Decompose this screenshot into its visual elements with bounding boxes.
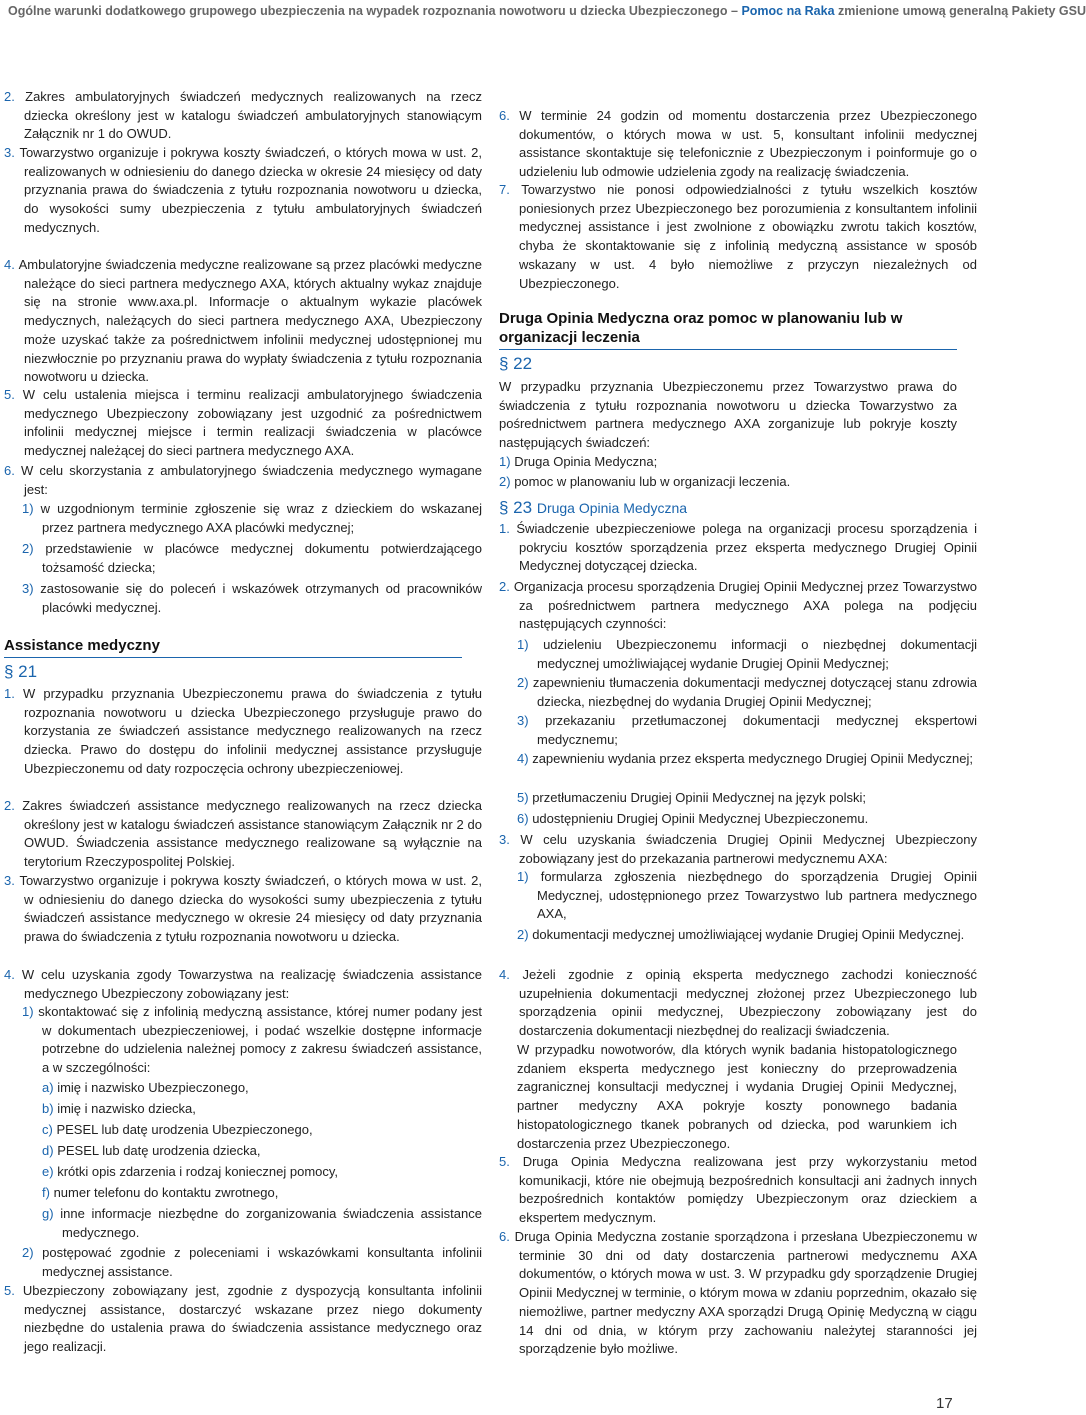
list-item: 1) udzieleniu Ubezpieczonemu informacji o niezbędnej dokumentacji medycznej umożliwiającej wydanie Drugiej Opinii Medycznej;	[517, 637, 977, 671]
header-text: Ogólne warunki dodatkowego grupowego ubezpieczenia na wypadek rozpoznania nowotworu u dziecka Ubezpieczonego –	[8, 4, 742, 18]
paragraph: 5. Druga Opinia Medyczna realizowana jest przy wykorzystaniu metod komunikacji, które nie obejmują bezpośrednich konsultacji ani żadnych innych bezpośrednich kontaktów pomiędzy Ubezpieczonym oraz dzieckiem a ekspertem medycznym.	[499, 1154, 977, 1226]
list-item: 2) zapewnieniu tłumaczenia dokumentacji medycznej dotyczącej stanu zdrowia dziecka, niezbędnej do wydania Drugiej Opinii Medycznej;	[517, 675, 977, 709]
document-header	[8, 4, 1086, 18]
list-item: e) krótki opis zdarzenia i rodzaj koniecznej pomocy,	[42, 1164, 339, 1179]
list-item: 3) zastosowanie się do poleceń i wskazówek otrzymanych od pracowników placówki medycznej.	[22, 581, 482, 615]
list-item: 1) formularza zgłoszenia niezbędnego do sporządzenia Drugiej Opinii Medycznej, udostępnionego przez Towarzystwo lub partnera medycznego AXA,	[517, 869, 977, 922]
paragraph: 2. Zakres świadczeń assistance medycznego realizowanych na rzecz dziecka określony jest w katalogu świadczeń assistance stanowiącym Załącznik nr 2 do OWUD. Świadczenia assistance medycznego realizowane są wyłącznie na terytorium Rzeczypospolitej Polskiej.	[4, 798, 482, 870]
paragraph: W przypadku nowotworów, dla których wynik badania histopatologicznego zdaniem eksperta medycznego jest konieczny do przeprowadzenia zagranicznej konsultacji medycznej i wydania Drugiej Opinii Medycznej, partner medyczny AXA pokryje koszty ponownego badania histopatologicznego tkanek pobranych od dziecka, pod warunkiem ich dostarczenia przez Ubezpieczonego.	[517, 1042, 957, 1151]
section-number: § 21	[4, 662, 38, 681]
paragraph: 4. Jeżeli zgodnie z opinią eksperta medycznego zachodzi konieczność uzupełnienia dokumentacji medycznej złożonej przez Ubezpieczonego lub sporządzenia opinii medycznej, Ubezpieczony zobowiązany jest do dostarczenia dokumentacji niezbędnej do realizacji świadczenia.	[499, 967, 977, 1039]
list-item: 3) przekazaniu przetłumaczonej dokumentacji medycznej ekspertowi medycznemu;	[517, 713, 977, 747]
paragraph: 1. Świadczenie ubezpieczeniowe polega na organizacji procesu sporządzenia i pokryciu kosztów sporządzenia przez eksperta medycznego Drugiej Opinii Medycznej dotyczącej dziecka.	[499, 521, 977, 574]
section-number: § 23 Druga Opinia Medyczna	[499, 498, 688, 517]
paragraph: 2. Zakres ambulatoryjnych świadczeń medycznych realizowanych na rzecz dziecka określony jest w katalogu świadczeń ambulatoryjnych stanowiącym Załącznik nr 1 do OWUD.	[4, 89, 482, 142]
paragraph: 4. W celu uzyskania zgody Towarzystwa na realizację świadczenia assistance medycznego Ubezpieczony zobowiązany jest:	[4, 967, 482, 1001]
list-item: 4) zapewnieniu wydania przez eksperta medycznego Drugiej Opinii Medycznej;	[517, 751, 973, 766]
paragraph: 3. Towarzystwo organizuje i pokrywa koszty świadczeń, o których mowa w ust. 2, realizowanych w odniesieniu do danego dziecka w okresie 24 miesięcy od daty przyznania prawa do świadczenia z tytułu rozpoznania nowotworu u dziecka, do wysokości sumy ubezpieczenia z tytułu ambulatoryjnych świadczeń medycznych.	[4, 145, 482, 235]
list-item: c) PESEL lub datę urodzenia Ubezpieczonego,	[42, 1122, 313, 1137]
list-item: 6) udostępnieniu Drugiej Opinii Medycznej Ubezpieczonemu.	[517, 811, 869, 826]
list-item: b) imię i nazwisko dziecka,	[42, 1101, 196, 1116]
list-item: 1) w uzgodnionym terminie zgłoszenie się wraz z dzieckiem do wskazanej przez partnera medycznego AXA placówki medycznej;	[22, 501, 482, 535]
paragraph: 2. Organizacja procesu sporządzenia Drugiej Opinii Medycznej przez Towarzystwo za pośrednictwem partnera medycznego AXA polega na podjęciu następujących czynności:	[499, 579, 977, 632]
paragraph: 4. Ambulatoryjne świadczenia medyczne realizowane są przez placówki medyczne należące do sieci partnera medycznego AXA, których aktualny wykaz znajduje się na stronie www.axa.pl. Informacje o aktualnym wykazie placówek medycznych, należących do sieci partnera medycznego AXA, Ubezpieczony może uzyskać także za pośrednictwem infolinii medycznej udostępnionej mu niezwłocznie po przyznaniu prawa do wypłaty świadczenia z tytułu rozpoznania nowotworu u dziecka.	[4, 257, 482, 385]
paragraph: 1. W przypadku przyznania Ubezpieczonemu prawa do świadczenia z tytułu rozpoznania nowotworu u dziecka Ubezpieczonego przysługuje prawo do korzystania ze świadczeń assistance medycznego realizowanych na rzecz dziecka. Prawo do dostępu do infolinii medycznej assistance przysługuje Ubezpieczonemu od daty rozpoczęcia ochrony ubezpieczeniowej.	[4, 686, 482, 776]
section-number: § 22	[499, 354, 533, 373]
section-title: Druga Opinia Medyczna oraz pomoc w planowaniu lub w organizacji leczenia	[499, 309, 957, 350]
list-item: 2) postępować zgodnie z poleceniami i wskazówkami konsultanta infolinii medycznej assistance.	[22, 1245, 482, 1279]
list-item: 5) przetłumaczeniu Drugiej Opinii Medycznej na język polski;	[517, 790, 866, 805]
header-product-name: Pomoc na Raka	[741, 4, 835, 18]
paragraph: 7. Towarzystwo nie ponosi odpowiedzialności z tytułu wszelkich kosztów poniesionych przez Ubezpieczonego bez porozumienia z konsultantem infolinii medycznej assistance i jest zwolnione z obowiązku zwrotu takich kosztów, chyba że skontaktowanie się z infolinią medyczną assistance w sposób wskazany w ust. 4 było niemożliwe z przyczyn niezależnych od Ubezpieczonego.	[499, 182, 977, 291]
section-subtitle: Druga Opinia Medyczna	[536, 500, 688, 516]
list-item: 1) Druga Opinia Medyczna;	[499, 454, 658, 469]
paragraph: W przypadku przyznania Ubezpieczonemu przez Towarzystwo prawa do świadczenia z tytułu rozpoznania nowotworu u dziecka Towarzystwo za pośrednictwem partnera medycznego AXA zorganizuje lub pokryje koszty następujących świadczeń:	[499, 379, 957, 451]
list-item: d) PESEL lub datę urodzenia dziecka,	[42, 1143, 261, 1158]
paragraph: 5. Ubezpieczony zobowiązany jest, zgodnie z dyspozycją konsultanta infolinii medycznej assistance, dostarczyć wskazane przez niego dokumenty niezbędne do ustalenia prawa do świadczenia assistance medycznego oraz jego realizacji.	[4, 1283, 482, 1355]
list-item: g) inne informacje niezbędne do zorganizowania świadczenia assistance medycznego.	[42, 1206, 482, 1240]
paragraph: 6. Druga Opinia Medyczna zostanie sporządzona i przesłana Ubezpieczonemu w terminie 30 dni od daty dostarczenia partnerowi medycznemu AXA dokumentów, o których mowa w ust. 3. W przypadku gdy sporządzenie Drugiej Opinii Medycznej w terminie, o którym mowa w zdaniu poprzednim, okazało się niemożliwe, partner medyczny AXA sporządzi Drugą Opinię Medyczną w ciągu 14 dni od dnia, w którym przy zachowaniu należytej staranności jej sporządzenie było możliwe.	[499, 1229, 977, 1357]
paragraph: 6. W celu skorzystania z ambulatoryjnego świadczenia medycznego wymagane jest:	[4, 463, 482, 497]
section-title: Assistance medyczny	[4, 636, 462, 658]
paragraph: 3. Towarzystwo organizuje i pokrywa koszty świadczeń, o których mowa w ust. 2, w odniesieniu do danego dziecka do wysokości sumy ubezpieczenia z tytułu świadczeń assistance medycznego w okresie 24 miesięcy od daty przyznania prawa do świadczenia z tytułu rozpoznania nowotworu u dziecka.	[4, 873, 482, 945]
paragraph: 5. W celu ustalenia miejsca i terminu realizacji ambulatoryjnego świadczenia medycznego Ubezpieczony zobowiązany jest uzgodnić za pośrednictwem infolinii medycznej miejsce i termin realizacji świadczenia w placówce medycznej należącej do sieci partnera medycznego AXA.	[4, 387, 482, 459]
list-item: 1) skontaktować się z infolinią medyczną assistance, której numer podany jest w dokumentach ubezpieczeniowej, i podać wszelkie dostępne informacje potrzebne do udzielenia należnej pomocy z zakresu świadczeń assistance, a w szczególności:	[22, 1004, 482, 1076]
list-item: 2) pomoc w planowaniu lub w organizacji leczenia.	[499, 474, 791, 489]
list-item: 2) dokumentacji medycznej umożliwiającej wydanie Drugiej Opinii Medycznej.	[517, 927, 965, 942]
paragraph: 6. W terminie 24 godzin od momentu dostarczenia przez Ubezpieczonego dokumentów, o których mowa w ust. 5, konsultant infolinii medycznej assistance skontaktuje się telefonicznie z Ubezpieczonym i poinformuje go o udzieleniu lub odmowie udzielenia zgody na realizację świadczenia.	[499, 108, 977, 180]
header-text-end: zmienione umową generalną Pakiety GSU	[834, 4, 1086, 18]
paragraph: 3. W celu uzyskania świadczenia Drugiej Opinii Medycznej Ubezpieczony zobowiązany jest do przekazania partnerowi medycznemu AXA:	[499, 832, 977, 866]
page-number: 17	[936, 1395, 953, 1412]
list-item: f) numer telefonu do kontaktu zwrotnego,	[42, 1185, 279, 1200]
list-item: 2) przedstawienie w placówce medycznej dokumentu potwierdzającego tożsamość dziecka;	[22, 541, 482, 575]
list-item: a) imię i nazwisko Ubezpieczonego,	[42, 1080, 249, 1095]
